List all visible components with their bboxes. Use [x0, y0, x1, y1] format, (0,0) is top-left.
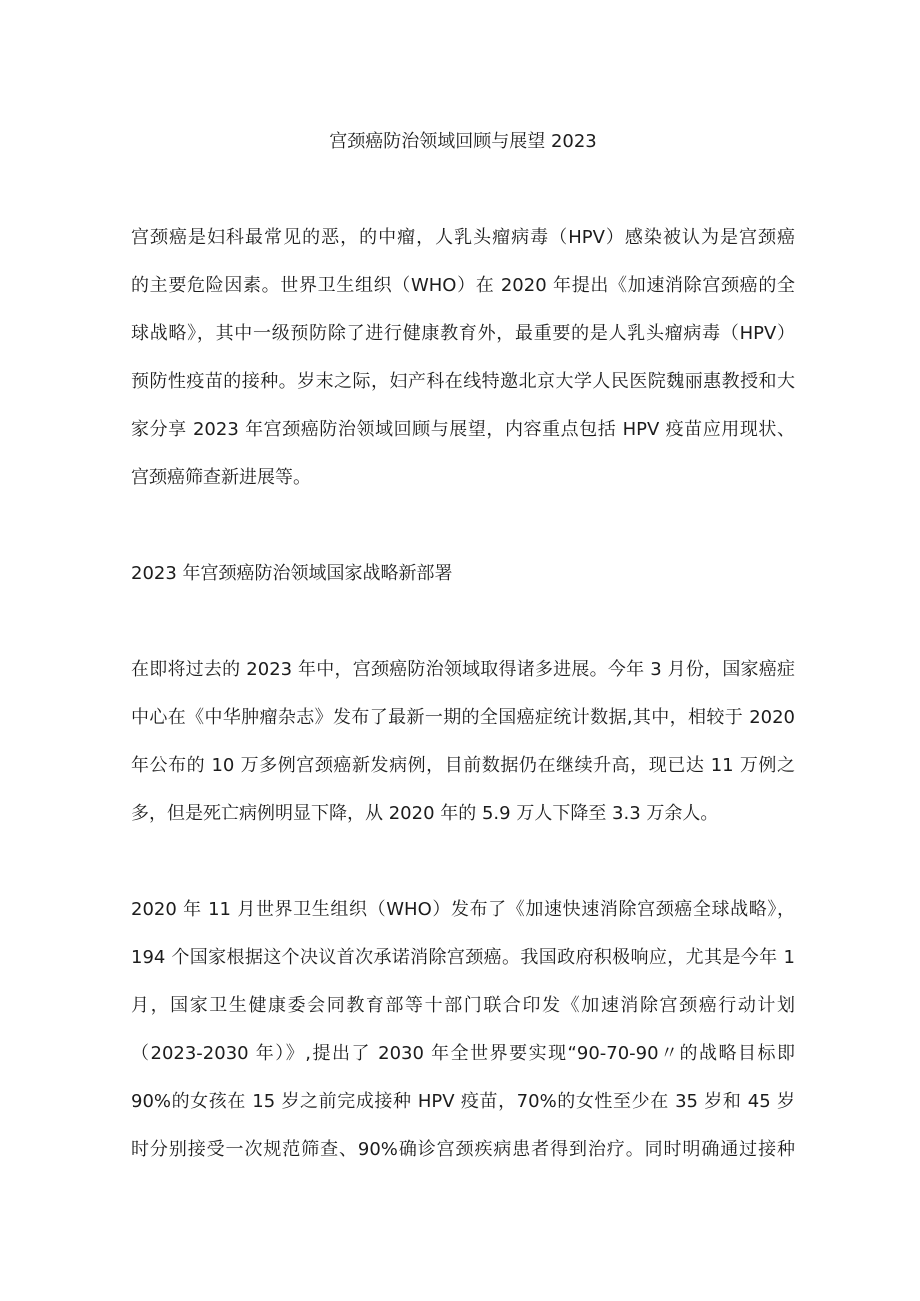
- paragraph-line: 家分享 2023 年宫颈癌防治领域回顾与展望，内容重点包括 HPV 疫苗应用现状、: [131, 419, 795, 440]
- paragraph-line: 宫颈癌筛查新进展等。: [131, 467, 311, 488]
- paragraph-line: 中心在《中华肿瘤杂志》发布了最新一期的全国癌症统计数据,其中，相较于 2020: [131, 707, 795, 728]
- paragraph-line: 194 个国家根据这个决议首次承诺消除宫颈癌。我国政府积极响应，尤其是今年 1: [131, 947, 795, 968]
- paragraph-line: 球战略》，其中一级预防除了进行健康教育外，最重要的是人乳头瘤病毒（HPV）: [131, 323, 795, 344]
- paragraph-line: 的主要危险因素。世界卫生组织（WHO）在 2020 年提出《加速消除宫颈癌的全: [131, 275, 795, 296]
- document-title: 宫颈癌防治领域回顾与展望 2023: [329, 131, 597, 152]
- paragraph-line: 年公布的 10 万多例宫颈癌新发病例，目前数据仍在继续升高，现已达 11 万例之: [131, 755, 795, 776]
- paragraph-line: 月，国家卫生健康委会同教育部等十部门联合印发《加速消除宫颈癌行动计划: [131, 995, 795, 1016]
- paragraph-line: 宫颈癌是妇科最常见的恶，的中瘤，人乳头瘤病毒（HPV）感染被认为是宫颈癌: [131, 227, 795, 248]
- paragraph-line: 2020 年 11 月世界卫生组织（WHO）发布了《加速快速消除宫颈癌全球战略》，: [131, 899, 795, 920]
- paragraph-line: 预防性疫苗的接种。岁末之际，妇产科在线特邀北京大学人民医院魏丽惠教授和大: [131, 371, 795, 392]
- statistics-paragraph: [131, 646, 795, 838]
- paragraph-line: （2023-2030 年）》,提出了 2030 年全世界要实现“90-70-90〃的战略目标即: [131, 1043, 795, 1064]
- paragraph-line: 90%的女孩在 15 岁之前完成接种 HPV 疫苗，70%的女性至少在 35 岁和 45 岁: [131, 1091, 795, 1112]
- paragraph-line: 在即将过去的 2023 年中，宫颈癌防治领域取得诸多进展。今年 3 月份，国家癌症: [131, 659, 795, 680]
- paragraph-line: 时分别接受一次规范筛查、90%确诊宫颈疾病患者得到治疗。同时明确通过接种: [131, 1139, 795, 1160]
- strategy-paragraph: [131, 886, 795, 1174]
- paragraph-line: 多，但是死亡病例明显下降，从 2020 年的 5.9 万人下降至 3.3 万余人。: [131, 803, 719, 824]
- document-body: [131, 118, 795, 1222]
- section-heading: 2023 年宫颈癌防治领域国家战略新部署: [131, 563, 453, 584]
- intro-paragraph: [131, 214, 795, 502]
